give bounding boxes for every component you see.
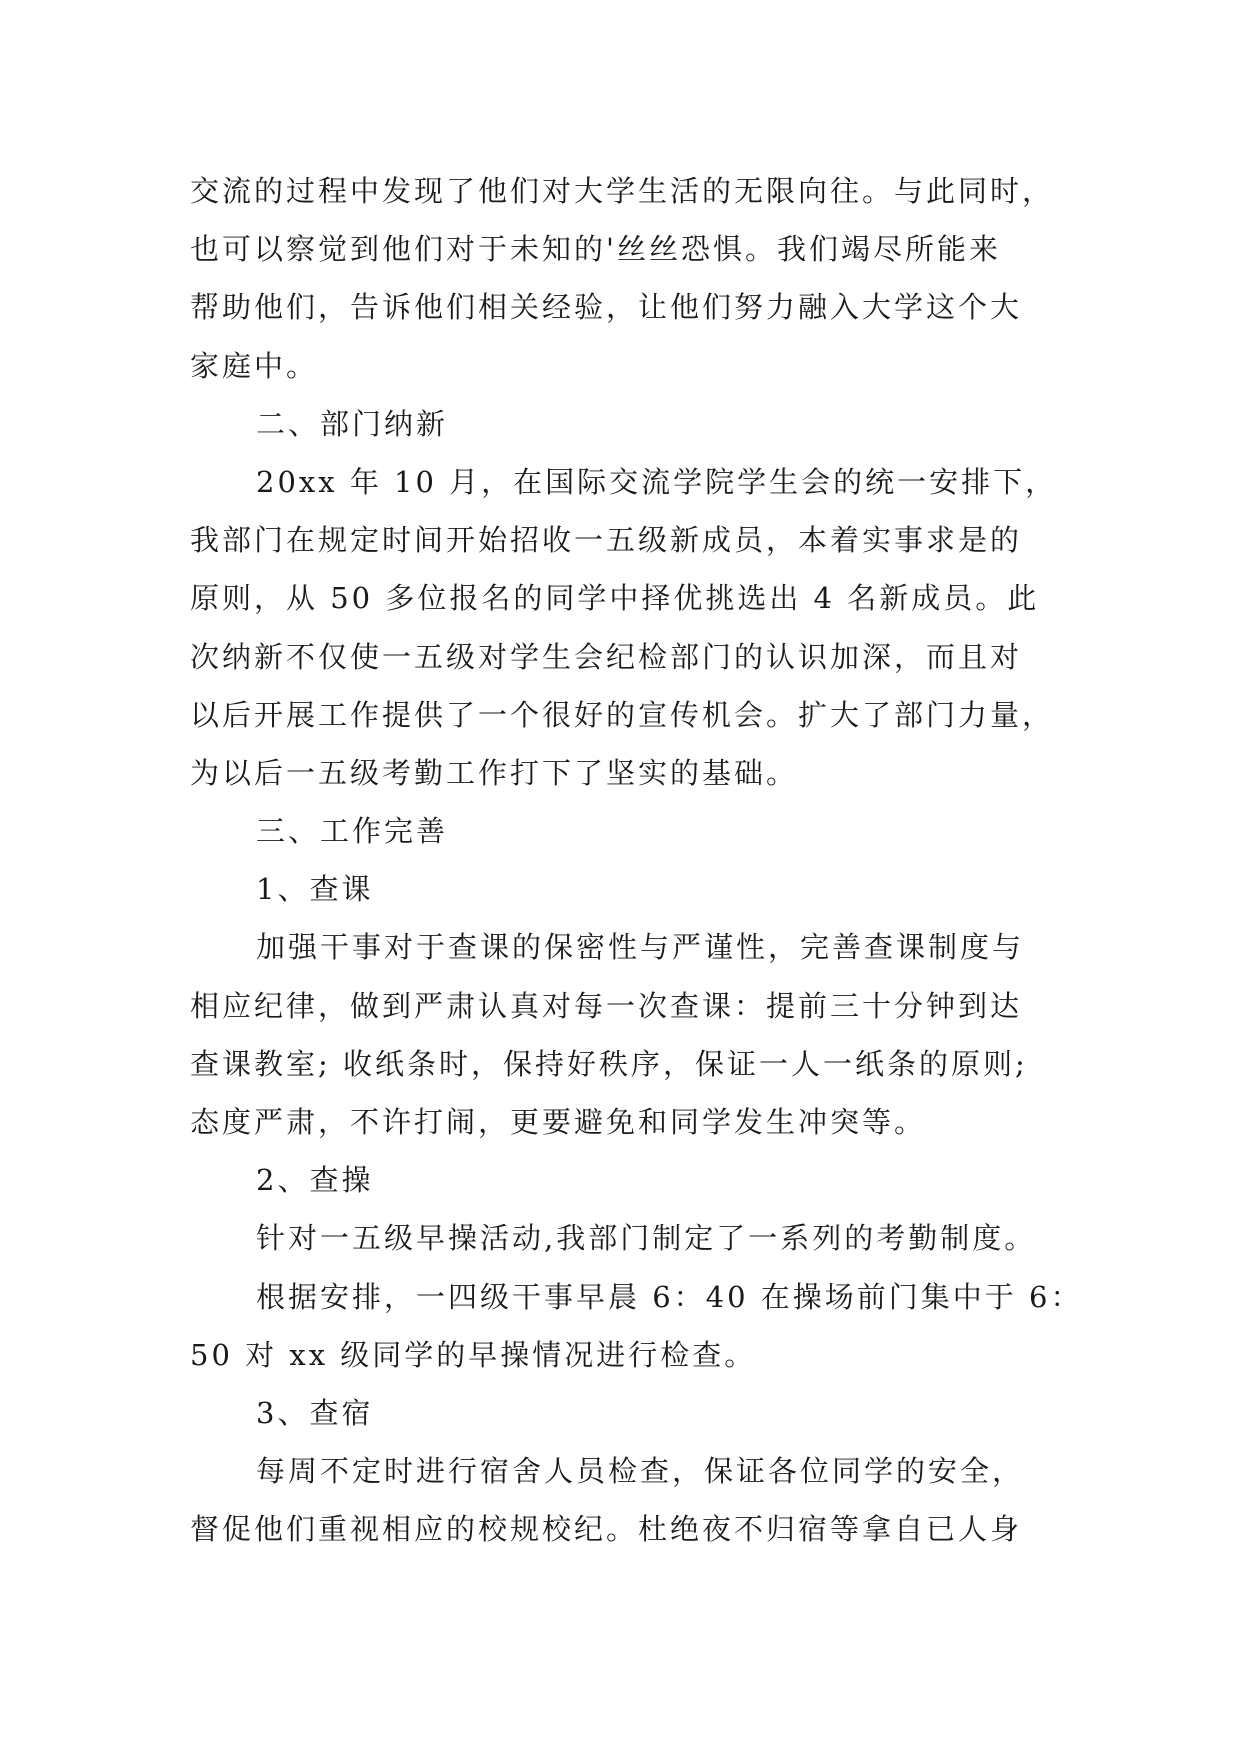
paragraph-line: 20xx 年 10 月，在国际交流学院学生会的统一安排下， <box>256 464 1058 499</box>
paragraph-line: 家庭中。 <box>190 348 319 383</box>
paragraph-line: 查课教室; 收纸条时，保持好秩序，保证一人一纸条的原则; <box>190 1046 1028 1081</box>
document-body <box>190 162 1090 1559</box>
paragraph-line: 原则，从 50 多位报名的同学中择优挑选出 4 名新成员。此 <box>190 581 1040 616</box>
paragraph-line: 根据安排，一四级干事早晨 6：40 在操场前门集中于 6： <box>256 1279 1083 1314</box>
section-heading-work-improvement: 三、工作完善 <box>256 814 449 849</box>
paragraph-line: 为以后一五级考勤工作打下了坚实的基础。 <box>190 755 799 790</box>
paragraph-line: 态度严肃，不许打闹，更要避免和同学发生冲突等。 <box>190 1105 927 1139</box>
paragraph-line: 督促他们重视相应的校规校纪。杜绝夜不归宿等拿自已人身 <box>190 1512 1023 1547</box>
paragraph-line: 帮助他们，告诉他们相关经验，让他们努力融入大学这个大 <box>190 290 1023 325</box>
paragraph-line: 也可以察觉到他们对于未知的'丝丝恐惧。我们竭尽所能来 <box>190 232 1001 267</box>
subheading-class-check: 1、查课 <box>256 872 374 907</box>
paragraph-line: 交流的过程中发现了他们对大学生活的无限向往。与此同时， <box>190 174 1055 208</box>
paragraph-line: 次纳新不仅使一五级对学生会纪检部门的认识加深，而且对 <box>190 639 1023 674</box>
paragraph-line: 加强干事对于查课的保密性与严谨性，完善查课制度与 <box>256 930 1025 965</box>
paragraph-line: 每周不定时进行宿舍人员检查，保证各位同学的安全， <box>256 1454 1025 1489</box>
paragraph-line: 针对一五级早操活动,我部门制定了一系列的考勤制度。 <box>256 1221 1037 1256</box>
paragraph-line: 50 对 xx 级同学的早操情况进行检查。 <box>190 1337 757 1372</box>
paragraph-line: 我部门在规定时间开始招收一五级新成员，本着实事求是的 <box>190 523 1023 558</box>
subheading-dorm-check: 3、查宿 <box>256 1395 374 1430</box>
paragraph-line: 相应纪律，做到严肃认真对每一次查课：提前三十分钟到达 <box>190 988 1023 1023</box>
subheading-exercise-check: 2、查操 <box>256 1163 374 1198</box>
paragraph-line: 以后开展工作提供了一个很好的宣传机会。扩大了部门力量， <box>190 697 1055 732</box>
section-heading-recruitment: 二、部门纳新 <box>256 406 449 441</box>
